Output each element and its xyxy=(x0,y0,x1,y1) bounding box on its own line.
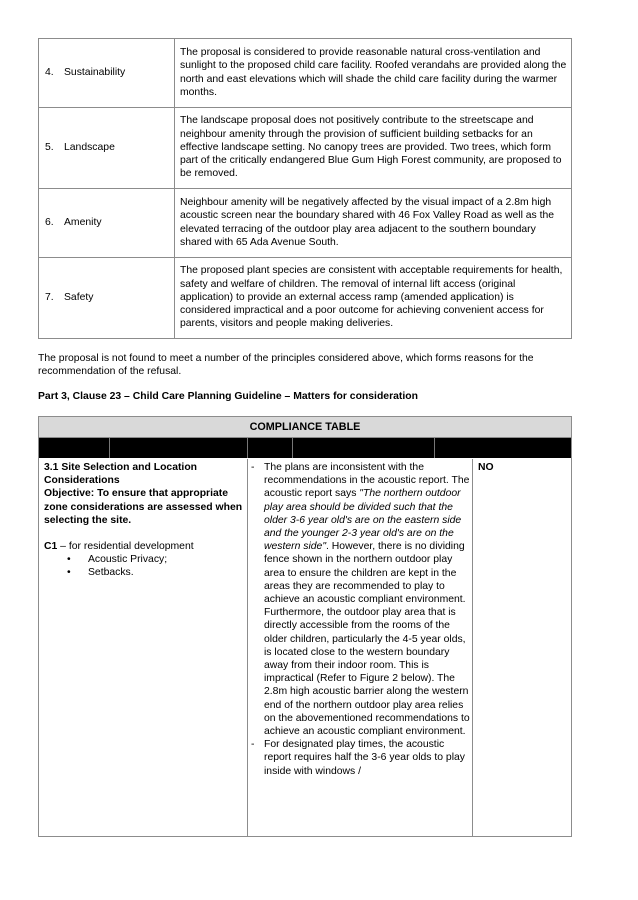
table-row xyxy=(39,108,572,189)
requirement-objective: Objective: To ensure that appropriate zone considerations are assessed when selecting the site. xyxy=(44,488,243,526)
requirement-heading-line2: Considerations xyxy=(44,475,120,487)
summary-paragraph: The proposal is not found to meet a number of the principles considered above, which forms reasons for the recommendation of the refusal. xyxy=(38,353,534,378)
criterion-c1 xyxy=(44,540,252,553)
column-divider xyxy=(472,459,473,836)
dash-icon: - xyxy=(251,739,255,751)
comment-cell xyxy=(248,459,472,778)
principle-name: Safety xyxy=(64,292,94,304)
table-row xyxy=(39,258,572,339)
bullet-icon: • xyxy=(67,554,71,566)
principle-description: The proposed plant species are consistent with acceptable requirements for health, safety and welfare of children. The removal of internal lift access (original application) to provide an external access ramp (amended application) is considered impractical and a poor outcome for achieving convenient access for parents, visitors and people making deliveries. xyxy=(175,258,572,339)
criterion-label: C1 xyxy=(44,541,58,553)
principle-name: Sustainability xyxy=(64,67,126,79)
principle-description: Neighbour amenity will be negatively affected by the visual impact of a 2.8m high acoustic screen near the boundary shared with 46 Fox Valley Road as well as the elevated terracing of the outdoor play area adjacent to the southern boundary shared with 65 Ada Avenue South. xyxy=(175,189,572,258)
requirement-cell xyxy=(39,459,255,580)
section-heading: Part 3, Clause 23 – Child Care Planning Guideline – Matters for consideration xyxy=(38,391,418,402)
principle-name-cell: 4. Sustainability xyxy=(39,39,175,108)
principle-name: Amenity xyxy=(64,217,102,229)
compliance-table-header-bar xyxy=(39,438,571,458)
acoustic-report-quote: "The northern outdoor play area should be divided such that the older 3-6 year old's are on the eastern side and the younger 2-3 year old's are on the western side" xyxy=(264,488,462,553)
criterion-text: – for residential development xyxy=(57,541,194,553)
compliance-table-title: COMPLIANCE TABLE xyxy=(39,417,571,438)
list-item: • Setbacks. xyxy=(67,567,134,579)
principle-name-cell: 7. Safety xyxy=(39,258,175,339)
table-row xyxy=(39,189,572,258)
principle-description: The landscape proposal does not positively contribute to the streetscape and neighbour amenity through the provision of sufficient building setbacks for an effective landscape setting. No canopy trees are provided. Two trees, which form part of the critically endangered Blue Gum High Forest community, are proposed to be removed. xyxy=(175,108,572,189)
requirement-heading: 3.1 Site Selection and Location xyxy=(44,462,198,473)
comment-item: - The plans are inconsistent with the recommendations in the acoustic report. The acoustic report says "The northern outdoor play area should be divided such that the older 3-6 year old's are on the eastern side and the younger 2-3 year old's are on the western side". However, there is no dividing fence shown in the northern outdoor play area to ensure the children are kept in the areas they are recommended to play to achieve an acoustic compliant environment. Furthermore, the outdoor play area that is directly accessible from the rooms of the older children, particularly the 4-5 year olds, is located close to the western boundary away from their indoor room. This is impractical (Refer to Figure 2 below). The 2.8m high acoustic barrier along the western end of the northern outdoor play area relies on the abovementioned recommendations to achieve an acoustic compliant environment. xyxy=(251,462,470,738)
compliance-table-row xyxy=(39,459,571,836)
compliance-table xyxy=(38,416,572,837)
table-row xyxy=(39,39,572,108)
header-divider xyxy=(109,438,110,458)
principle-description: The proposal is considered to provide reasonable natural cross-ventilation and sunlight to the proposed child care facility. Roofed verandahs are provided along the north and east elevations which will shade the child care facility during the warmer months. xyxy=(175,39,572,108)
compliance-status: NO xyxy=(478,462,494,473)
list-item: • Acoustic Privacy; xyxy=(67,554,168,566)
header-divider xyxy=(247,438,248,458)
principles-table xyxy=(38,38,572,339)
principle-name: Landscape xyxy=(64,142,115,154)
dash-icon: - xyxy=(251,462,255,473)
principle-name-cell: 6. Amenity xyxy=(39,189,175,258)
principle-name-cell: 5. Landscape xyxy=(39,108,175,189)
bullet-icon: • xyxy=(67,567,71,579)
comment-item: - For designated play times, the acoustic report requires half the 3-6 year olds to play inside with windows / xyxy=(251,739,465,777)
header-divider xyxy=(292,438,293,458)
header-divider xyxy=(434,438,435,458)
criterion-bullets xyxy=(44,553,252,579)
